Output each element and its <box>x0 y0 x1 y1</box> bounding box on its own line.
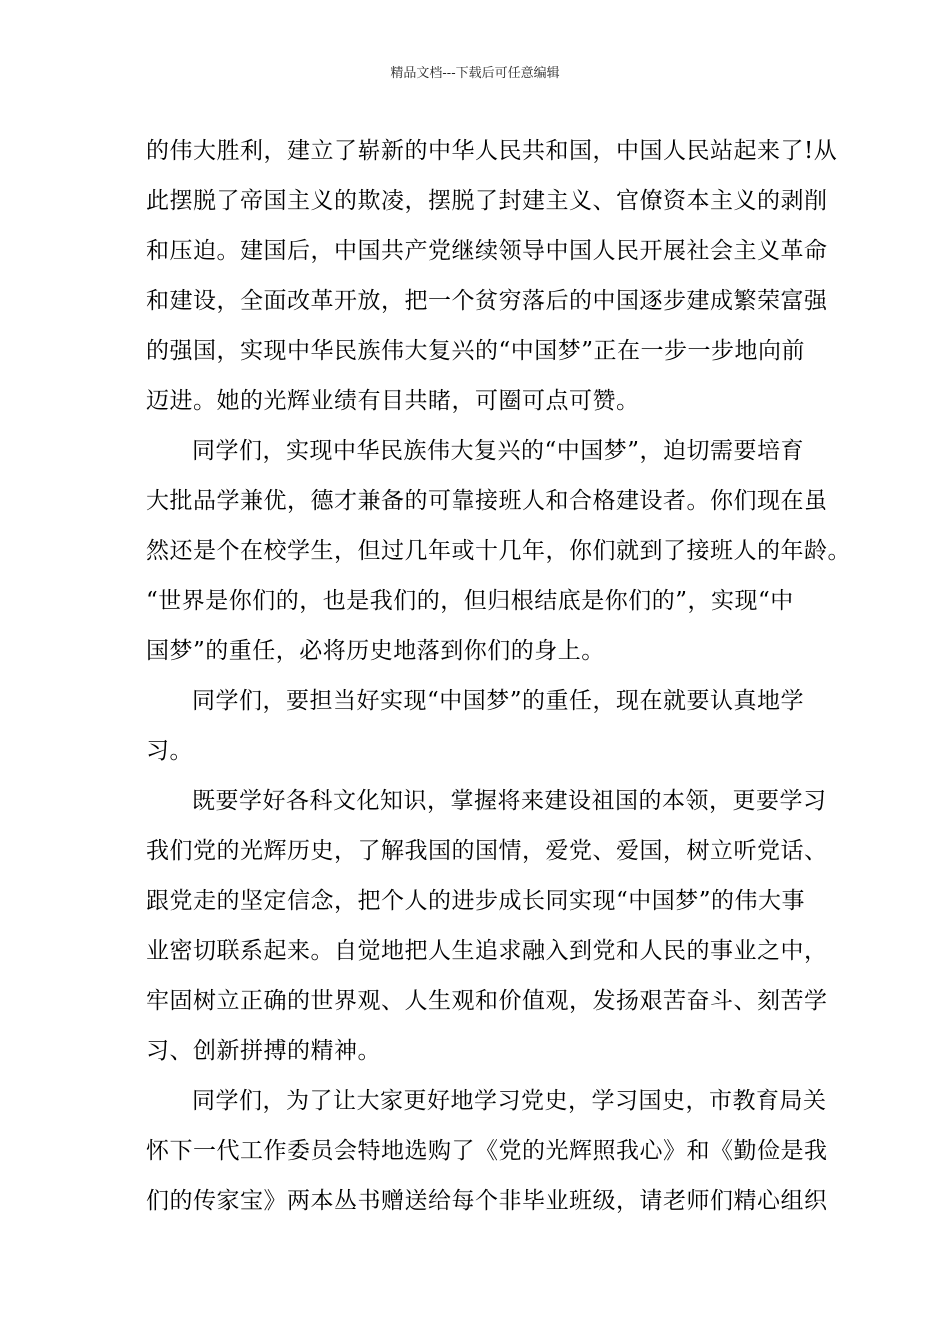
text-line: “世界是你们的，也是我们的，但归根结底是你们的”，实现“中 <box>146 588 794 614</box>
page-header: 精品文档---下载后可任意编辑 <box>390 66 560 81</box>
text-line: 的伟大胜利，建立了崭新的中华人民共和国，中国人民站起来了!从 <box>146 138 838 164</box>
paragraph-first-line: 同学们，实现中华民族伟大复兴的“中国梦”，迫切需要培育 <box>192 438 805 464</box>
text-line: 的强国，实现中华民族伟大复兴的“中国梦”正在一步一步地向前 <box>146 338 806 364</box>
paragraph-first-line: 同学们，为了让大家更好地学习党史，学习国史，市教育局关 <box>192 1088 827 1114</box>
text-line: 牢固树立正确的世界观、人生观和价值观，发扬艰苦奋斗、刻苦学 <box>146 988 828 1014</box>
text-line: 然还是个在校学生，但过几年或十几年，你们就到了接班人的年龄。 <box>146 538 851 564</box>
text-line: 习。 <box>146 738 193 764</box>
text-line: 怀下一代工作委员会特地选购了《党的光辉照我心》和《勤俭是我 <box>146 1138 828 1164</box>
text-line: 业密切联系起来。自觉地把人生追求融入到党和人民的事业之中， <box>146 938 828 964</box>
document-body <box>146 126 851 1226</box>
text-line: 此摆脱了帝国主义的欺凌，摆脱了封建主义、官僚资本主义的剥削 <box>146 188 828 214</box>
text-line: 国梦”的重任，必将历史地落到你们的身上。 <box>146 638 605 664</box>
text-line: 跟党走的坚定信念，把个人的进步成长同实现“中国梦”的伟大事 <box>146 888 806 914</box>
text-line: 我们党的光辉历史，了解我国的国情，爱党、爱国，树立听党话、 <box>146 838 828 864</box>
text-line: 们的传家宝》两本丛书赠送给每个非毕业班级，请老师们精心组织 <box>146 1188 828 1214</box>
paragraph-first-line: 同学们，要担当好实现“中国梦”的重任，现在就要认真地学 <box>192 688 805 714</box>
text-line: 迈进。她的光辉业绩有目共睹，可圈可点可赞。 <box>146 388 640 414</box>
text-line: 和压迫。建国后，中国共产党继续领导中国人民开展社会主义革命 <box>146 238 828 264</box>
text-line: 和建设，全面改革开放，把一个贫穷落后的中国逐步建成繁荣富强 <box>146 288 828 314</box>
text-line: 大批品学兼优，德才兼备的可靠接班人和合格建设者。你们现在虽 <box>146 488 828 514</box>
paragraph-first-line: 既要学好各科文化知识，掌握将来建设祖国的本领，更要学习 <box>192 788 827 814</box>
text-line: 习、创新拼搏的精神。 <box>146 1038 381 1064</box>
